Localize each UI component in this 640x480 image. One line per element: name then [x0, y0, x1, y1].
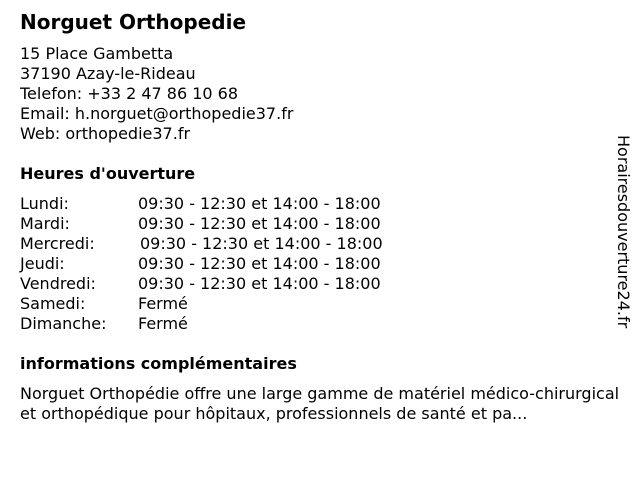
day-label: Dimanche: [20, 314, 107, 333]
business-name: Norguet Orthopedie [20, 10, 247, 34]
phone-line: Telefon: +33 2 47 86 10 68 [20, 84, 239, 103]
info-description: Norguet Orthopédie offre une large gamme de matériel médico-chirurgical et orthopédique pour hôpitaux, professionnels de santé et pa... [20, 384, 620, 423]
time-value: 09:30 - 12:30 et 14:00 - 18:00 [138, 214, 381, 233]
day-label: Jeudi: [20, 254, 65, 273]
time-value: 09:30 - 12:30 et 14:00 - 18:00 [138, 274, 381, 293]
day-label: Mardi: [20, 214, 70, 233]
day-label: Samedi: [20, 294, 86, 313]
contact-block [20, 44, 293, 144]
address-city: 37190 Azay-le-Rideau [20, 64, 196, 83]
day-label: Mercredi: [20, 234, 95, 253]
time-value: Fermé [138, 314, 188, 333]
email-line: Email: h.norguet@orthopedie37.fr [20, 104, 294, 123]
hours-heading: Heures d'ouverture [20, 164, 196, 183]
web-line: Web: orthopedie37.fr [20, 124, 191, 143]
day-label: Lundi: [20, 194, 69, 213]
time-value: 09:30 - 12:30 et 14:00 - 18:00 [138, 194, 381, 213]
day-label: Vendredi: [20, 274, 96, 293]
site-watermark: Horairesdouverture24.fr [614, 135, 633, 329]
time-value: Fermé [138, 294, 188, 313]
time-value: 09:30 - 12:30 et 14:00 - 18:00 [140, 234, 383, 253]
info-heading: informations complémentaires [20, 354, 297, 373]
time-value: 09:30 - 12:30 et 14:00 - 18:00 [138, 254, 381, 273]
address-street: 15 Place Gambetta [20, 44, 174, 63]
